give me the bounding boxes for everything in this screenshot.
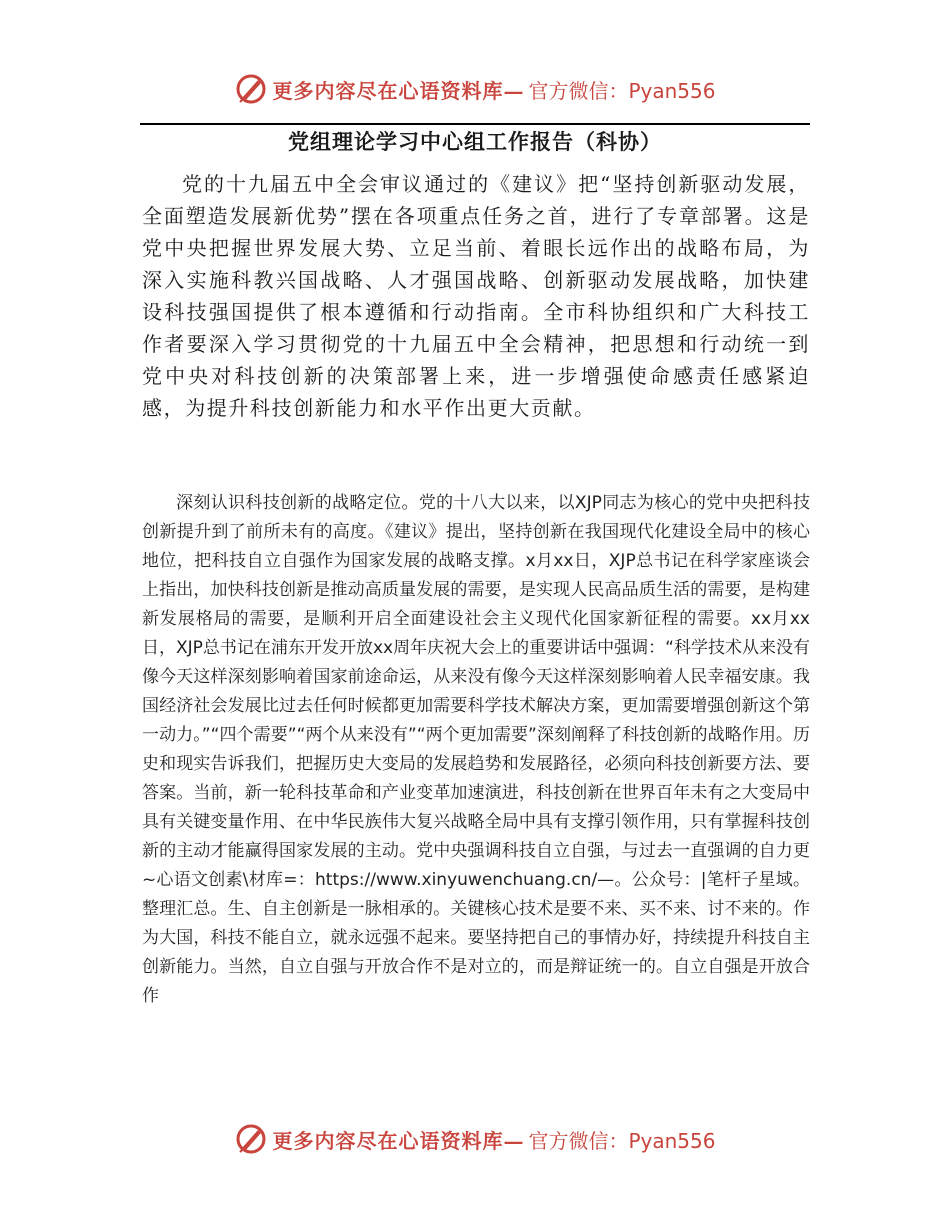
footer-banner-wechat: 官方微信：Pyan556 [528, 1128, 716, 1153]
paragraph-2: 深刻认识科技创新的战略定位。党的十八大以来，以XJP同志为核心的党中央把科技创新提升到了前所未有的高度。《建议》提出，坚持创新在我国现代化建设全局中的核心地位，把科技自立自强作为国家发展的战略支撑。x月xx日，XJP总书记在科学家座谈会上指出，加快科技创新是推动高质量发展的需要，是实现人民高品质生活的需要，是构建新发展格局的需要，是顺利开启全面建设社会主义现代化国家新征程的需要。xx月xx日，XJP总书记在浦东开发开放xx周年庆祝大会上的重要讲话中强调：“科学技术从来没有像今天这样深刻影响着国家前途命运，从来没有像今天这样深刻影响着人民幸福安康。我国经济社会发展比过去任何时候都更加需要科学技术解决方案，更加需要增强创新这个第一动力。”“四个需要”“两个从来没有”“两个更加需要”深刻阐释了科技创新的战略作用。历史和现实告诉我们，把握历史大变局的发展趋势和发展路径，必须向科技创新要方法、要答案。当前，新一轮科技革命和产业变革加速演进，科技创新在世界百年未有之大变局中具有关键变量作用、在中华民族伟大复兴战略全局中具有支撑引领作用，只有掌握科技创新的主动才能赢得国家发展的主动。党中央强调科技自立自强，与过去一直强调的自力更~心语文创素\材库=：https://www.xinyuwenchuang.cn/—。公众号：|笔杆子星域。整理汇总。生、自主创新是一脉相承的。关键核心技术是要不来、买不来、讨不来的。作为大国，科技不能自立，就永远强不起来。要坚持把自己的事情办好，持续提升科技自主创新能力。当然，自立自强与开放合作不是对立的，而是辩证统一的。自立自强是开放合作 [142, 493, 810, 1006]
footer-banner [0, 1122, 950, 1160]
banner-text: 更多内容尽在心语资料库— [272, 78, 525, 103]
brand-logo-icon [234, 1122, 268, 1156]
paragraph-1: 党的十九届五中全会审议通过的《建议》把“坚持创新驱动发展，全面塑造发展新优势”摆在各项重点任务之首，进行了专章部署。这是党中央把握世界发展大势、立足当前、着眼长远作出的战略布局，为深入实施科教兴国战略、人才强国战略、创新驱动发展战略，加快建设科技强国提供了根本遵循和行动指南。全市科协组织和广大科技工作者要深入学习贯彻党的十九届五中全会精神，把思想和行动统一到党中央对科技创新的决策部署上来，进一步增强使命感责任感紧迫感，为提升科技创新能力和水平作出更大贡献。 [142, 172, 810, 420]
document-title: 党组理论学习中心组工作报告（科协） [288, 130, 662, 154]
header-banner [0, 72, 950, 110]
brand-logo-icon [234, 72, 268, 106]
footer-banner-text: 更多内容尽在心语资料库— [272, 1128, 525, 1153]
banner-wechat: 官方微信：Pyan556 [528, 78, 716, 103]
header-rule [140, 123, 810, 125]
